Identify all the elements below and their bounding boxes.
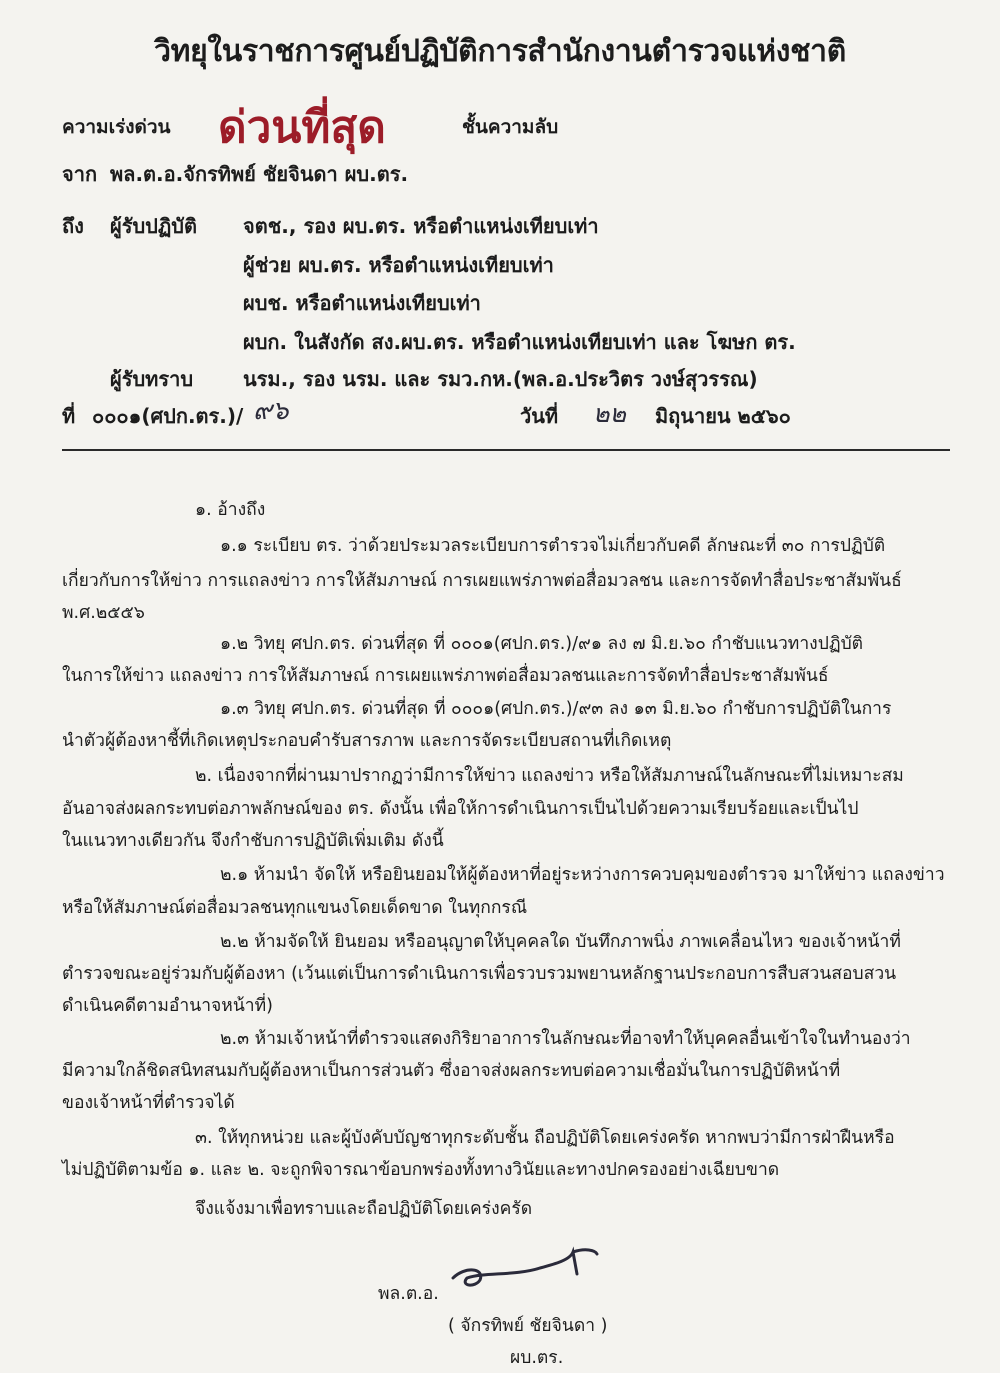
- urgency-stamp: ด่วนที่สุด: [218, 102, 386, 153]
- body-line: ดำเนินคดีตามอำนาจหน้าที่): [62, 996, 273, 1016]
- info-recipients-label: ผู้รับทราบ: [110, 367, 194, 391]
- body-line: ๓. ให้ทุกหน่วย และผู้บังคับบัญชาทุกระดับชั้น ถือปฏิบัติโดยเคร่งครัด หากพบว่ามีการฝ่าฝืนหรือ: [195, 1128, 895, 1148]
- header-divider: [62, 449, 950, 451]
- body-line: ในการให้ข่าว แถลงข่าว การให้สัมภาษณ์ การเผยแพร่ภาพต่อสื่อมวลชนและการจัดทำสื่อประชาสัมพันธ์: [62, 666, 829, 686]
- body-line: หรือให้สัมภาษณ์ต่อสื่อมวลชนทุกแขนงโดยเด็ดขาด ในทุกกรณี: [62, 898, 528, 918]
- action-recipient-2: ผู้ช่วย ผบ.ตร. หรือตำแหน่งเทียบเท่า: [243, 253, 554, 277]
- document-number-handwritten: ๙๖: [253, 396, 289, 426]
- body-line: ๑.๒ วิทยุ ศปก.ตร. ด่วนที่สุด ที่ ๐๐๐๑(ศปก.ตร.)/๙๑ ลง ๗ มิ.ย.๖๐ กำชับแนวทางปฏิบัติ: [220, 634, 864, 654]
- action-recipient-4: ผบก. ในสังกัด สง.ผบ.ตร. หรือตำแหน่งเทียบเท่า และ โฆษก ตร.: [243, 330, 796, 354]
- body-line: ๒. เนื่องจากที่ผ่านมาปรากฏว่ามีการให้ข่าว แถลงข่าว หรือให้สัมภาษณ์ในลักษณะที่ไม่เหมาะสม: [195, 766, 904, 786]
- secrecy-label: ชั้นความลับ: [462, 116, 559, 138]
- to-label: ถึง: [62, 214, 84, 238]
- body-line: ๒.๑ ห้ามนำ จัดให้ หรือยินยอมให้ผู้ต้องหาที่อยู่ระหว่างการควบคุมของตำรวจ มาให้ข่าว แถลงข่าว: [220, 865, 945, 885]
- from-label: จาก: [62, 162, 98, 186]
- handwritten-signature: [445, 1238, 605, 1298]
- body-line: นำตัวผู้ต้องหาชี้ที่เกิดเหตุประกอบคำรับสารภาพ และการจัดระเบียบสถานที่เกิดเหตุ: [62, 731, 672, 751]
- action-recipients-label: ผู้รับปฏิบัติ: [110, 214, 197, 238]
- action-recipient-1: จตช., รอง ผบ.ตร. หรือตำแหน่งเทียบเท่า: [243, 214, 599, 238]
- action-recipient-3: ผบช. หรือตำแหน่งเทียบเท่า: [243, 291, 481, 315]
- signature-name: ( จักรทิพย์ ชัยจินดา ): [448, 1316, 608, 1336]
- body-line: มีความใกล้ชิดสนิทสนมกับผู้ต้องหาเป็นการส่วนตัว ซึ่งอาจส่งผลกระทบต่อความเชื่อมั่นในการปฏิบัติหน้าที่: [62, 1061, 841, 1081]
- urgency-label: ความเร่งด่วน: [62, 116, 171, 138]
- body-line: ๑.๓ วิทยุ ศปก.ตร. ด่วนที่สุด ที่ ๐๐๐๑(ศปก.ตร.)/๙๓ ลง ๑๓ มิ.ย.๖๐ กำชับการปฏิบัติในการ: [220, 699, 892, 719]
- from-value: พล.ต.อ.จักรทิพย์ ชัยจินดา ผบ.ตร.: [110, 162, 409, 186]
- info-recipients: นรม., รอง นรม. และ รมว.กห.(พล.อ.ประวิตร วงษ์สุวรรณ): [243, 367, 758, 391]
- body-line: ๑.๑ ระเบียบ ตร. ว่าด้วยประมวลระเบียบการตำรวจไม่เกี่ยวกับคดี ลักษณะที่ ๓๐ การปฏิบัติ: [220, 536, 886, 556]
- signature-position: ผบ.ตร.: [510, 1348, 564, 1368]
- body-line: ในแนวทางเดียวกัน จึงกำชับการปฏิบัติเพิ่มเติม ดังนี้: [62, 831, 444, 851]
- body-line: เกี่ยวกับการให้ข่าว การแถลงข่าว การให้สัมภาษณ์ การเผยแพร่ภาพต่อสื่อมวลชน และการจัดทำสื่อประชาสัมพันธ์: [62, 571, 902, 591]
- body-line: ของเจ้าหน้าที่ตำรวจได้: [62, 1093, 235, 1113]
- body-line: พ.ศ.๒๕๕๖: [62, 603, 145, 623]
- body-line: ๒.๓ ห้ามเจ้าหน้าที่ตำรวจแสดงกิริยาอาการในลักษณะที่อาจทำให้บุคคลอื่นเข้าใจในทำนองว่า: [220, 1029, 911, 1049]
- body-line: ไม่ปฏิบัติตามข้อ ๑. และ ๒. จะถูกพิจารณาข้อบกพร่องทั้งทางวินัยและทางปกครองอย่างเฉียบขาด: [62, 1160, 780, 1180]
- date-label: วันที่: [520, 404, 559, 428]
- body-line: ตำรวจขณะอยู่ร่วมกับผู้ต้องหา (เว้นแต่เป็นการดำเนินการเพื่อรวบรวมพยานหลักฐานประกอบการสืบสวนสอบสวน: [62, 964, 897, 984]
- date-month-year: มิถุนายน ๒๕๖๐: [655, 404, 791, 428]
- number-label: ที่: [62, 404, 76, 428]
- document-title: วิทยุในราชการศูนย์ปฏิบัติการสำนักงานตำรวจแห่งชาติ: [154, 34, 846, 69]
- signature-rank: พล.ต.อ.: [378, 1284, 439, 1304]
- body-line: อันอาจส่งผลกระทบต่อภาพลักษณ์ของ ตร. ดังนั้น เพื่อให้การดำเนินการเป็นไปด้วยความเรียบร้อยและเป็นไป: [62, 799, 859, 819]
- body-line: ๑. อ้างถึง: [195, 500, 266, 520]
- closing-line: จึงแจ้งมาเพื่อทราบและถือปฏิบัติโดยเคร่งครัด: [195, 1199, 533, 1219]
- body-line: ๒.๒ ห้ามจัดให้ ยินยอม หรืออนุญาตให้บุคคลใด บันทึกภาพนิ่ง ภาพเคลื่อนไหว ของเจ้าหน้าที่: [220, 932, 901, 952]
- document-number: ๐๐๐๑(ศปก.ตร.)/: [92, 404, 244, 428]
- date-day-handwritten: ๒๒: [593, 399, 626, 428]
